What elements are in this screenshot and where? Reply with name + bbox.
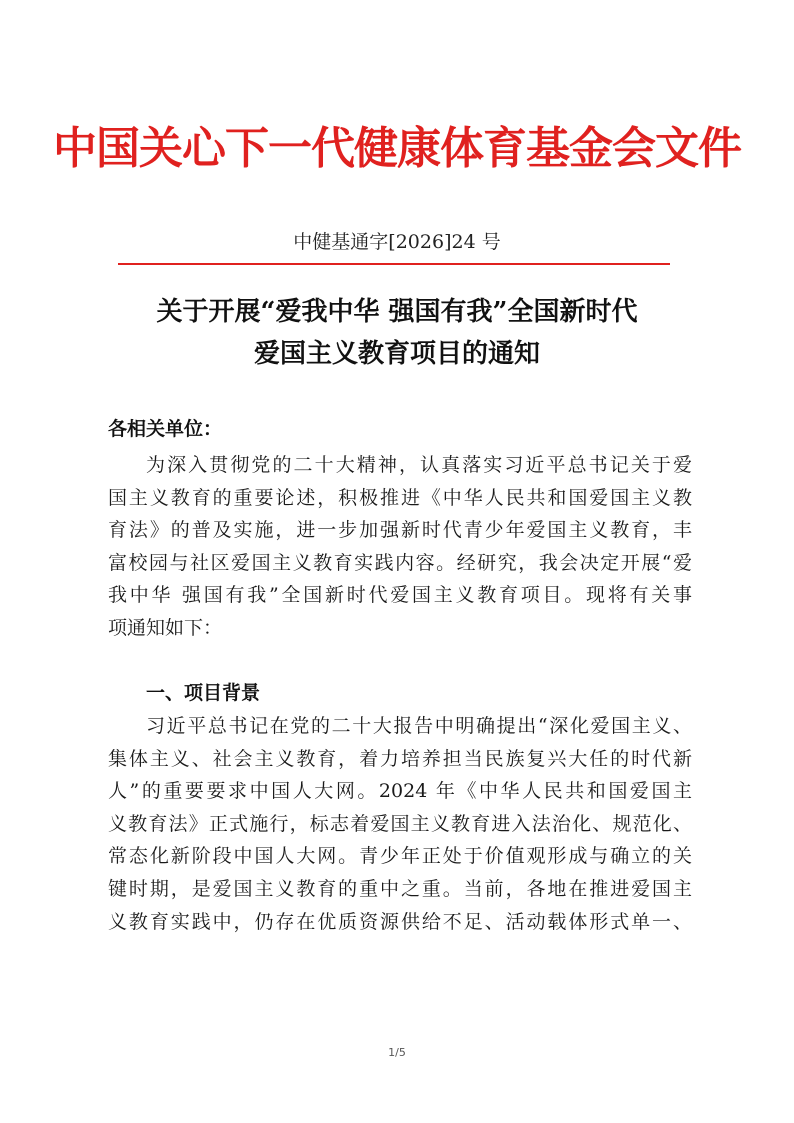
- section-heading-background: 一、项目背景: [146, 682, 261, 704]
- paragraph-background: [108, 710, 692, 938]
- paragraph-line: 人”的重要要求中国人大网。2024 年《中华人民共和国爱国主: [108, 780, 692, 803]
- org-letterhead-title: 中国关心下一代健康体育基金会文件: [53, 123, 741, 174]
- notice-title-line-1: 关于开展“爱我中华 强国有我”全国新时代: [156, 297, 638, 327]
- paragraph-line: 义教育实践中，仍存在优质资源供给不足、活动载体形式单一、: [108, 910, 692, 933]
- page-number: 1/5: [388, 1046, 406, 1059]
- paragraph-intro: [108, 449, 692, 645]
- paragraph-line: 键时期，是爱国主义教育的重中之重。当前，各地在推进爱国主: [108, 877, 692, 900]
- paragraph-line: 习近平总书记在党的二十大报告中明确提出“深化爱国主义、: [146, 715, 692, 737]
- paragraph-line: 常态化新阶段中国人大网。青少年正处于价值观形成与确立的关: [108, 845, 692, 868]
- notice-title: [0, 291, 794, 375]
- paragraph-line: 集体主义、社会主义教育，着力培养担当民族复兴大任的时代新: [108, 747, 692, 770]
- salutation: 各相关单位：: [108, 418, 223, 440]
- notice-title-line-2: 爱国主义教育项目的通知: [253, 339, 540, 369]
- paragraph-line: 国主义教育的重要论述，积极推进《中华人民共和国爱国主义教: [108, 486, 692, 509]
- document-number: 中健基通字[2026]24 号: [293, 231, 501, 253]
- paragraph-line: 我中华 强国有我”全国新时代爱国主义教育项目。现将有关事: [108, 584, 692, 607]
- paragraph-line: 育法》的普及实施，进一步加强新时代青少年爱国主义教育，丰: [108, 519, 692, 542]
- paragraph-line: 为深入贯彻党的二十大精神，认真落实习近平总书记关于爱: [146, 454, 692, 476]
- paragraph-line: 富校园与社区爱国主义教育实践内容。经研究，我会决定开展“爱: [108, 551, 692, 574]
- paragraph-line: 义教育法》正式施行，标志着爱国主义教育进入法治化、规范化、: [108, 812, 692, 835]
- paragraph-line: 项通知如下：: [108, 616, 223, 639]
- red-divider-line: [118, 263, 670, 265]
